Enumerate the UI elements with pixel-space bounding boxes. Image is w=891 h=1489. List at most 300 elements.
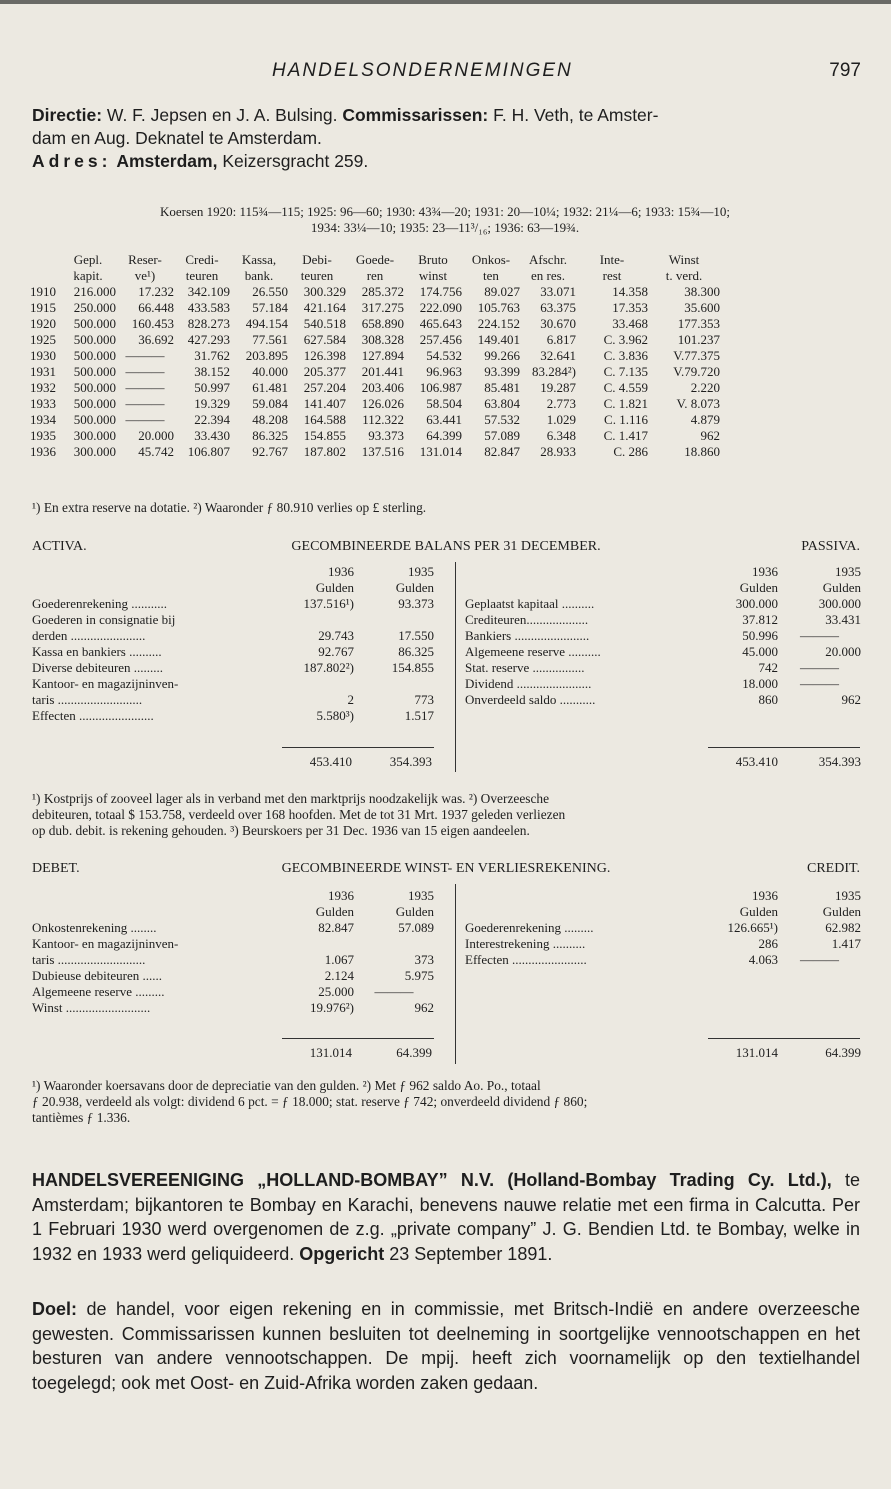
year-cell: 1931 xyxy=(30,364,56,379)
value-cell: 64.399 xyxy=(426,428,462,443)
account-value: 45.000 xyxy=(742,644,778,659)
value-cell: 421.164 xyxy=(303,300,346,315)
account-row xyxy=(32,708,434,724)
value-cell: 500.000 xyxy=(73,380,116,395)
year-cell: 1930 xyxy=(30,348,56,363)
account-label: Algemeene reserve .......... xyxy=(465,644,601,659)
value-cell: 500.000 xyxy=(73,316,116,331)
value-cell: ——— xyxy=(125,348,165,363)
value-cell: 14.358 xyxy=(612,284,648,299)
footnote-balans xyxy=(32,791,858,839)
history-row xyxy=(30,444,720,460)
history-row xyxy=(30,412,720,428)
account-label: Interestrekening .......... xyxy=(465,936,586,951)
account-value: 25.000 xyxy=(318,984,354,999)
account-label: Bankiers ....................... xyxy=(465,628,590,643)
balans-divider xyxy=(455,562,456,772)
value-cell: 187.802 xyxy=(303,444,346,459)
value-cell: 93.373 xyxy=(368,428,404,443)
value-cell: 57.184 xyxy=(252,300,288,315)
unit-header: Gulden xyxy=(315,904,354,919)
account-value: 962 xyxy=(841,692,861,707)
value-cell: 77.561 xyxy=(252,332,288,347)
account-value: 860 xyxy=(758,692,778,707)
year-header: 1935 xyxy=(408,564,434,579)
value-cell: 222.090 xyxy=(419,300,462,315)
total-value: 354.393 xyxy=(818,754,861,769)
value-cell: 26.550 xyxy=(252,284,288,299)
account-label: Onkostenrekening ........ xyxy=(32,920,157,935)
column-header: ten xyxy=(483,268,499,283)
value-cell: 105.763 xyxy=(477,300,520,315)
account-value: 33.431 xyxy=(825,612,861,627)
account-value: 126.665¹) xyxy=(727,920,778,935)
value-cell: 828.273 xyxy=(187,316,230,331)
account-row xyxy=(32,920,434,936)
value-cell: 342.109 xyxy=(187,284,230,299)
value-cell: 83.284²) xyxy=(532,364,576,379)
account-row xyxy=(465,628,861,644)
value-cell: 112.322 xyxy=(362,412,404,427)
account-value: 62.982 xyxy=(825,920,861,935)
value-cell: C. 3.962 xyxy=(603,332,648,347)
value-cell: 45.742 xyxy=(138,444,174,459)
commissarissen-value: F. H. Veth, te Amster- xyxy=(493,105,659,125)
value-cell: 465.643 xyxy=(419,316,462,331)
year-cell: 1936 xyxy=(30,444,56,459)
column-header: teuren xyxy=(300,268,334,283)
value-cell: 1.029 xyxy=(546,412,576,427)
company-paragraph xyxy=(32,1168,860,1266)
history-table xyxy=(30,252,720,460)
value-cell: 500.000 xyxy=(73,396,116,411)
adres-city: Amsterdam, xyxy=(116,151,218,171)
value-cell: 86.325 xyxy=(252,428,288,443)
company-name: HANDELSVEREENIGING „HOLLAND-BOMBAY” N.V. (Holland-Bombay Trading Cy. Ltd.), xyxy=(32,1170,832,1190)
column-header xyxy=(30,268,60,284)
column-header: bank. xyxy=(244,268,274,283)
value-cell: 224.152 xyxy=(477,316,520,331)
footnote-line: ƒ 20.938, verdeeld als volgt: dividend 6 pct. = ƒ 18.000; stat. reserve ƒ 742; onverdeeld dividend ƒ 860; xyxy=(32,1094,588,1109)
value-cell: 35.600 xyxy=(684,300,720,315)
unit-header: Gulden xyxy=(739,580,778,595)
value-cell: 131.014 xyxy=(419,444,462,459)
value-cell: 22.394 xyxy=(194,412,230,427)
opgericht-value: 23 September 1891. xyxy=(384,1243,553,1264)
account-value: 86.325 xyxy=(398,644,434,659)
value-cell: C. 7.135 xyxy=(603,364,648,379)
account-value: ——— xyxy=(800,676,839,691)
account-row xyxy=(32,628,434,644)
adres-street: Keizersgracht 259. xyxy=(222,151,369,171)
account-row xyxy=(32,612,434,628)
value-cell: C. 1.417 xyxy=(603,428,648,443)
account-label: Diverse debiteuren ......... xyxy=(32,660,164,675)
account-label: Crediteuren................... xyxy=(465,612,589,627)
balans-activa-table xyxy=(32,564,434,724)
value-cell: 101.237 xyxy=(677,332,720,347)
value-cell: 149.401 xyxy=(477,332,520,347)
value-cell: 106.987 xyxy=(419,380,462,395)
account-label: Algemeene reserve ......... xyxy=(32,984,165,999)
account-value: ——— xyxy=(800,952,839,967)
winst-title: GECOMBINEERDE WINST- EN VERLIESREKENING. xyxy=(281,861,611,876)
value-cell: 433.583 xyxy=(187,300,230,315)
year-cell: 1915 xyxy=(30,300,56,315)
value-cell: 93.399 xyxy=(484,364,520,379)
value-cell: 33.071 xyxy=(540,284,576,299)
winst-debet-table xyxy=(32,888,434,1016)
value-cell: 48.208 xyxy=(252,412,288,427)
value-cell: 164.588 xyxy=(303,412,346,427)
account-value: 2 xyxy=(347,692,354,707)
account-label: Effecten ....................... xyxy=(465,952,587,967)
value-cell: 57.089 xyxy=(484,428,520,443)
account-value: 18.000 xyxy=(742,676,778,691)
column-header xyxy=(30,252,60,268)
account-value: 300.000 xyxy=(735,596,778,611)
column-header: Credi- xyxy=(185,252,219,267)
unit-header: Gulden xyxy=(822,904,861,919)
value-cell: 50.997 xyxy=(194,380,230,395)
year-cell: 1934 xyxy=(30,412,56,427)
year-cell: 1920 xyxy=(30,316,56,331)
value-cell: 33.468 xyxy=(612,316,648,331)
activa-label: ACTIVA. xyxy=(32,539,87,554)
column-header: teuren xyxy=(185,268,219,283)
value-cell: C. 286 xyxy=(613,444,648,459)
value-cell: C. 1.116 xyxy=(604,412,648,427)
value-cell: ——— xyxy=(125,380,165,395)
koersen-line: 1934: 33¼—10; 1935: 23—11³/₁₆; 1936: 63—19¾. xyxy=(310,220,580,235)
account-value: 300.000 xyxy=(818,596,861,611)
adres-label: Adres: xyxy=(32,151,112,171)
value-cell: 6.348 xyxy=(546,428,576,443)
account-label: Goederenrekening ......... xyxy=(465,920,594,935)
account-row xyxy=(465,676,861,692)
year-header: 1936 xyxy=(328,564,354,579)
account-value: 92.767 xyxy=(318,644,354,659)
value-cell: 61.481 xyxy=(252,380,288,395)
value-cell: V. 8.073 xyxy=(676,396,720,411)
account-row xyxy=(465,660,861,676)
total-value: 453.410 xyxy=(309,754,352,769)
account-label: Dividend ....................... xyxy=(465,676,592,691)
value-cell: 205.377 xyxy=(303,364,346,379)
value-cell: 300.329 xyxy=(303,284,346,299)
column-header: Kassa, xyxy=(241,252,277,267)
value-cell: 36.692 xyxy=(138,332,174,347)
account-label: Winst .......................... xyxy=(32,1000,151,1015)
value-cell: 127.894 xyxy=(361,348,404,363)
doel-paragraph xyxy=(32,1297,860,1395)
value-cell: 96.963 xyxy=(426,364,462,379)
column-header: Bruto xyxy=(418,252,448,267)
footnote-line: debiteuren, totaal $ 153.758, verdeeld over 168 hoofden. Met de tot 31 Mrt. 1937 geleden verliezen xyxy=(32,807,566,822)
doel-text: de handel, voor eigen rekening en in commissie, met Britsch-Indië en andere overzeesche gewesten. Commissarissen kunnen besluiten tot deelneming in soortgelijke vennootschappen en het besturen van andere vennootschappen. De mpij. heeft zich voornamelijk op den textielhandel toegelegd; ook met Oost- en Zuid-Afrika worden zaken gedaan. xyxy=(32,1299,860,1393)
account-label: Goederenrekening ........... xyxy=(32,596,168,611)
account-value xyxy=(354,676,434,692)
page-number: 797 xyxy=(829,60,861,81)
column-header: kapit. xyxy=(73,268,103,283)
history-row xyxy=(30,428,720,444)
account-row xyxy=(32,936,434,952)
value-cell: 174.756 xyxy=(419,284,462,299)
account-value xyxy=(354,936,434,952)
value-cell: 18.860 xyxy=(684,444,720,459)
account-label: Kantoor- en magazijninven- xyxy=(32,936,179,951)
value-cell: 28.933 xyxy=(540,444,576,459)
value-cell: 31.762 xyxy=(194,348,230,363)
directie-value: W. F. Jepsen en J. A. Bulsing. xyxy=(106,105,338,125)
value-cell: 216.000 xyxy=(73,284,116,299)
footnote-line: op dub. debit. is rekening gehouden. ³) Beurskoers per 31 Dec. 1936 van 15 eigen aandeelen. xyxy=(32,823,530,838)
column-header: en res. xyxy=(531,268,565,283)
value-cell: 300.000 xyxy=(73,428,116,443)
value-cell: C. 4.559 xyxy=(603,380,648,395)
total-value: 64.399 xyxy=(825,1045,861,1060)
account-value: 154.855 xyxy=(391,660,434,675)
account-value: ——— xyxy=(374,984,414,999)
account-label: Onverdeeld saldo ........... xyxy=(465,692,596,707)
account-row xyxy=(32,952,434,968)
value-cell: ——— xyxy=(125,396,165,411)
account-label: Goederen in consignatie bij xyxy=(32,612,176,627)
directie-label: Directie: xyxy=(32,105,103,125)
account-row xyxy=(465,692,861,708)
account-row xyxy=(32,676,434,692)
value-cell: C. 1.821 xyxy=(603,396,648,411)
history-row xyxy=(30,364,720,380)
account-row xyxy=(465,920,861,936)
footnote-line: tantièmes ƒ 1.336. xyxy=(32,1110,131,1125)
value-cell: 154.855 xyxy=(303,428,346,443)
value-cell: 63.804 xyxy=(484,396,520,411)
column-header: Inte- xyxy=(599,252,625,267)
account-row xyxy=(32,596,434,612)
total-value: 64.399 xyxy=(396,1045,432,1060)
column-header: Reser- xyxy=(128,252,162,267)
value-cell: 63.441 xyxy=(426,412,462,427)
value-cell: 500.000 xyxy=(73,412,116,427)
winst-credit-table xyxy=(465,888,861,968)
history-row xyxy=(30,396,720,412)
history-row xyxy=(30,332,720,348)
total-value: 354.393 xyxy=(389,754,432,769)
value-cell: 38.300 xyxy=(684,284,720,299)
account-label: Geplaatst kapitaal .......... xyxy=(465,596,595,611)
account-value: 1.067 xyxy=(324,952,354,967)
account-value xyxy=(354,612,434,628)
account-value: 4.063 xyxy=(748,952,778,967)
account-value xyxy=(272,612,354,628)
year-header: 1936 xyxy=(752,888,778,903)
value-cell: 6.817 xyxy=(546,332,576,347)
account-value: 373 xyxy=(414,952,434,967)
value-cell: 66.448 xyxy=(138,300,174,315)
value-cell: 285.372 xyxy=(361,284,404,299)
credit-label: CREDIT. xyxy=(806,861,860,876)
winst-divider xyxy=(455,884,456,1064)
total-value: 131.014 xyxy=(309,1045,352,1060)
value-cell: 658.890 xyxy=(361,316,404,331)
value-cell: 106.807 xyxy=(187,444,230,459)
value-cell: ——— xyxy=(125,364,165,379)
column-header: ren xyxy=(366,268,384,283)
account-row xyxy=(465,596,861,612)
year-header: 1935 xyxy=(408,888,434,903)
value-cell: 40.000 xyxy=(252,364,288,379)
balans-total-rule-right xyxy=(708,747,860,748)
value-cell: 500.000 xyxy=(73,348,116,363)
balans-title: GECOMBINEERDE BALANS PER 31 DECEMBER. xyxy=(291,539,601,554)
value-cell: 300.000 xyxy=(73,444,116,459)
value-cell: 57.532 xyxy=(484,412,520,427)
value-cell: V.77.375 xyxy=(673,348,720,363)
unit-header: Gulden xyxy=(395,580,434,595)
page-top-edge xyxy=(0,0,891,4)
footnote-line: ¹) Kostprijs of zooveel lager als in verband met den marktprijs noodzakelijk was. ²) Overzeesche xyxy=(32,791,550,806)
account-value: 29.743 xyxy=(318,628,354,643)
history-header-row xyxy=(30,268,720,284)
column-header: Gepl. xyxy=(73,252,103,267)
account-label: Kassa en bankiers .......... xyxy=(32,644,162,659)
value-cell: 30.670 xyxy=(540,316,576,331)
value-cell: 2.220 xyxy=(690,380,720,395)
value-cell: 59.084 xyxy=(252,396,288,411)
account-value: 742 xyxy=(758,660,778,675)
account-value: 93.373 xyxy=(398,596,434,611)
opgericht-label: Opgericht xyxy=(299,1243,385,1264)
value-cell: 99.266 xyxy=(484,348,520,363)
value-cell: 54.532 xyxy=(426,348,462,363)
value-cell: 160.453 xyxy=(131,316,174,331)
account-label: Effecten ....................... xyxy=(32,708,154,723)
account-value xyxy=(272,936,354,952)
value-cell: 257.204 xyxy=(303,380,346,395)
year-cell: 1932 xyxy=(30,380,56,395)
history-row xyxy=(30,284,720,300)
balans-passiva-table xyxy=(465,564,861,708)
account-value: 962 xyxy=(414,1000,434,1015)
account-value: 5.975 xyxy=(404,968,434,983)
history-row xyxy=(30,348,720,364)
doel-label: Doel: xyxy=(32,1299,77,1319)
account-value: 19.976²) xyxy=(310,1000,354,1015)
account-row xyxy=(465,952,861,968)
value-cell: 137.516 xyxy=(361,444,404,459)
history-row xyxy=(30,316,720,332)
account-row xyxy=(465,612,861,628)
account-value: 137.516¹) xyxy=(303,596,354,611)
value-cell: 494.154 xyxy=(245,316,288,331)
winst-total-rule-left xyxy=(282,1038,434,1039)
value-cell: 38.152 xyxy=(194,364,230,379)
value-cell: 317.275 xyxy=(361,300,404,315)
value-cell: 962 xyxy=(700,428,720,443)
account-row xyxy=(32,968,434,984)
column-header: winst xyxy=(418,268,448,283)
account-value: ——— xyxy=(800,660,839,675)
account-value: 37.812 xyxy=(742,612,778,627)
account-row xyxy=(32,644,434,660)
value-cell: 427.293 xyxy=(187,332,230,347)
account-value: 5.580³) xyxy=(316,708,354,723)
value-cell: 203.406 xyxy=(361,380,404,395)
account-label: Stat. reserve ................ xyxy=(465,660,585,675)
debet-label: DEBET. xyxy=(32,861,80,876)
account-value: 773 xyxy=(414,692,434,707)
account-value: 2.124 xyxy=(324,968,354,983)
account-value: 82.847 xyxy=(318,920,354,935)
year-header: 1935 xyxy=(835,888,861,903)
winst-total-rule-right xyxy=(708,1038,860,1039)
column-header: Afschr. xyxy=(529,252,567,267)
total-value: 131.014 xyxy=(735,1045,778,1060)
account-row xyxy=(32,984,434,1000)
value-cell: 92.767 xyxy=(252,444,288,459)
koersen-block xyxy=(32,204,858,236)
value-cell: 540.518 xyxy=(303,316,346,331)
balans-total-rule-left xyxy=(282,747,434,748)
account-row xyxy=(32,660,434,676)
value-cell: 126.026 xyxy=(361,396,404,411)
running-title: HANDELSONDERNEMINGEN xyxy=(272,60,573,81)
value-cell: 33.430 xyxy=(194,428,230,443)
value-cell: 126.398 xyxy=(303,348,346,363)
account-value: 187.802²) xyxy=(303,660,354,675)
unit-header: Gulden xyxy=(739,904,778,919)
account-value: 1.517 xyxy=(404,708,434,723)
koersen-line: Koersen 1920: 115¾—115; 1925: 96—60; 1930: 43¾—20; 1931: 20—10¼; 1932: 21¼—6; 1933: 15¾—10; xyxy=(160,204,730,219)
value-cell: C. 3.836 xyxy=(603,348,648,363)
year-header: 1936 xyxy=(752,564,778,579)
commissarissen-label: Commissarissen: xyxy=(342,105,489,125)
company-text: te Amsterdam; bijkantoren te Bombay en Karachi, benevens nauwe relatie met een firma in Calcutta. Per 1 Februari 1930 werd overgenomen de z.g. „private company” J. G. Bendien Ltd. te Bombay, welke in 1932 en 1933 werd geliquideerd. xyxy=(32,1170,861,1264)
year-cell: 1910 xyxy=(30,284,56,299)
total-value: 453.410 xyxy=(735,754,778,769)
value-cell: 308.328 xyxy=(361,332,404,347)
directie-paragraph xyxy=(32,104,858,173)
account-row xyxy=(32,692,434,708)
value-cell: 19.287 xyxy=(540,380,576,395)
column-header: Debi- xyxy=(302,252,332,267)
value-cell: 201.441 xyxy=(361,364,404,379)
account-value: 1.417 xyxy=(831,936,861,951)
unit-header: Gulden xyxy=(315,580,354,595)
unit-header: Gulden xyxy=(395,904,434,919)
account-label: Dubieuse debiteuren ...... xyxy=(32,968,162,983)
year-cell: 1925 xyxy=(30,332,56,347)
value-cell: 32.641 xyxy=(540,348,576,363)
account-row xyxy=(465,644,861,660)
value-cell: 203.895 xyxy=(245,348,288,363)
column-header: ve¹) xyxy=(134,268,156,283)
account-label: taris .......................... xyxy=(32,692,143,707)
value-cell: 141.407 xyxy=(303,396,346,411)
history-row xyxy=(30,300,720,316)
account-value: ——— xyxy=(800,628,839,643)
account-value: 20.000 xyxy=(825,644,861,659)
commissarissen-value-cont: dam en Aug. Deknatel te Amsterdam. xyxy=(32,128,322,148)
year-header: 1936 xyxy=(328,888,354,903)
year-cell: 1933 xyxy=(30,396,56,411)
column-header: Goede- xyxy=(355,252,395,267)
account-label: Kantoor- en magazijninven- xyxy=(32,676,179,691)
account-value: 57.089 xyxy=(398,920,434,935)
footnote-history: ¹) En extra reserve na dotatie. ²) Waaronder ƒ 80.910 verlies op £ sterling. xyxy=(32,500,427,515)
running-header xyxy=(0,60,891,86)
